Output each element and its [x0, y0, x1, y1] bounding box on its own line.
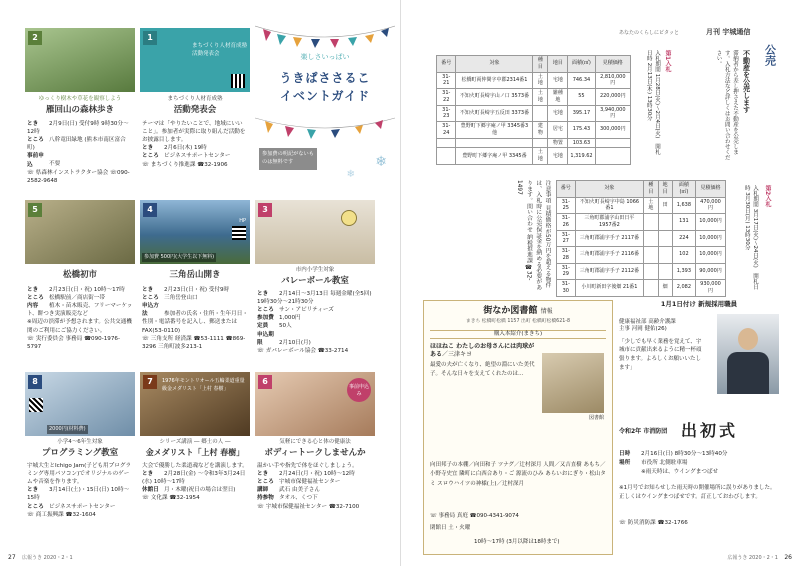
- info-row: 定員 50人: [257, 323, 292, 330]
- card-contact: ☏ 商工振興課 ☎32-1604: [27, 511, 96, 518]
- card-contact: ☏ ガバレーボール協会 ☎33-2714: [257, 347, 349, 354]
- event-card-town: [140, 28, 250, 193]
- table-row: 31-24 豊野町下郷字庵ノ甲 3345番3他 建物 居宅 175.43 300,000円: [437, 122, 631, 139]
- qr-code-icon: [231, 74, 245, 88]
- card-subtitle: 市内小学生対象: [295, 267, 335, 273]
- card-title: 金メダリスト「上村 春樹」: [145, 448, 245, 457]
- photo-caption: まちづくり人材育成塾活動発表会: [192, 43, 247, 58]
- table-row: 31-21 松橋町両仲間字中郡2314番1 土地 宅地 746.34 2,810,000円: [437, 72, 631, 89]
- event-guide-header: [255, 18, 395, 198]
- card-body: 大会で優勝した柔道魂などを講演します。: [142, 463, 248, 469]
- library-address: まきち 松橋町松橋 1157 出町 松橋町松橋621-8: [465, 319, 571, 325]
- library-section-label: 購入本紹介(まきち): [430, 330, 606, 339]
- bunting-flags-lower-icon: [255, 113, 395, 143]
- card-title: 雁回山の森林歩き: [45, 105, 114, 115]
- info-row: 場所 市役所 北側駐車場: [619, 459, 688, 466]
- info-row: 参加費 1,000円: [257, 315, 301, 322]
- info-row: 申込方法 参加者の氏名・住所・生年月日・性別・電話番号を記入し、郵送またはFAX(53-0110): [142, 303, 248, 334]
- fee-badge: 参加費 500円(大学生以下無料): [144, 254, 215, 261]
- info-row: とき 2月28日(金) ～令和3年3月24日(水) 10時～17時: [142, 471, 246, 486]
- card-title: ボディートークしませんか: [264, 448, 366, 458]
- fee-badge: 2000円(材料費): [49, 426, 86, 433]
- info-row: ※雨天時は、ウイングまつばせ: [641, 468, 719, 475]
- table-row: 31-23 不知火町長崎字五反田 3373番 宅地 395.17 3,940,000円: [437, 105, 631, 122]
- info-row: ところ 松橋駅前／商店街一帯: [27, 295, 105, 302]
- info-row: 日時 2月16日(日) 8時30分～13時40分: [619, 451, 728, 457]
- card-contact: ☏ 実行委員会 事務局 ☎090-1976-5797: [27, 335, 120, 350]
- card-number: 6: [258, 375, 272, 389]
- ceremony-note: ※1月号でお知らせした雨天時の開催場所に誤りがありました。正しくはウイングまつばせです。訂正しておわびします。: [619, 485, 776, 500]
- hp-label: HP: [239, 218, 246, 224]
- property-table-1: [436, 55, 631, 165]
- photo-town: [140, 28, 250, 92]
- koubai-notes: 注意事項 見積価格が50万円を超える物件は、入札時に公売保証金を納める必要があります。問い合わせ 納税推進課 ☎32-1497: [516, 180, 550, 291]
- card-number: 3: [258, 203, 272, 217]
- card-subtitle: シリーズ講演 ― 郷土の人 ―: [159, 439, 231, 445]
- book-photo-caption: 図書館: [588, 415, 604, 421]
- ceremony-rows: [619, 450, 727, 477]
- card-title: 三角岳山開き: [169, 270, 221, 280]
- guide-title-2: イベントガイド: [279, 89, 371, 103]
- book-list: 向田邦子の本棚／向田和子 ツナグ／辻村深月 人間／又吉直樹 あもち／小野寺史宜 隣町に白西合あり・ご 源流のひみ あらいおにぎり・松山タミ スロウハイツの神様(上)／辻村深月: [430, 462, 606, 487]
- card-contact: ☏ 文化課 ☎32-1954: [142, 495, 200, 502]
- card-subtitle: ゆっくり樹木や草花を観察しよう: [38, 96, 122, 102]
- card-number: 7: [143, 375, 157, 389]
- card-body: ※周辺の渋滞が予想されます。公共交通機関のご利用にご協力ください。: [27, 319, 132, 334]
- table-row: 31-28 三角町郡浦字手子 2116番 102 10,000円: [557, 247, 726, 264]
- info-row: とき 2月14日～3月13日 毎週金曜(全5回) 19時30分～21時30分: [257, 291, 372, 306]
- info-row: 申込期限 2月10日(月): [257, 331, 311, 346]
- info-row: とき 2月9日(日) 受付9時 9時30分～12時: [27, 121, 129, 136]
- info-row: 休館日 月・木曜(祝日の場合は翌日): [142, 487, 236, 494]
- library-section: [423, 300, 613, 555]
- info-row: とき 2月23日(日・祝) 受付9時: [142, 287, 230, 293]
- info-row: 持参物 タオル、くつ下: [257, 495, 318, 502]
- table-row: 31-30 小川町新田字後畑 21番1 畑 2,082 930,000円: [557, 280, 726, 297]
- photo-market: [25, 200, 135, 264]
- event-card-lecture: [140, 372, 250, 547]
- koubai-intro: 滞納者から差し押さえた不動産を公売します。入札方法など詳しくはお問い合わせください。: [715, 50, 738, 160]
- event-card-hatsuichi: [25, 200, 135, 365]
- card-body: テーマは「やりたいことで、地域にいいこと」。参加者が実際に取り組んだ活動をお披露目します。: [142, 121, 246, 144]
- round2-rows: 入札期間 3月17日(火)～24日(火) 開札日時 3月30日(月) 13時30分: [743, 185, 758, 290]
- info-row: とき 2月6日(木) 19時: [142, 145, 207, 152]
- card-info: [257, 462, 373, 511]
- info-row: ところ 三角岳登山口: [142, 295, 198, 302]
- table-header-row: 番号 対象 種目 地目 面積(㎡) 見積価格: [557, 181, 726, 198]
- library-title: 街なか図書館 情報: [483, 306, 553, 316]
- koubai-heading: 公売: [763, 44, 777, 66]
- info-row: とき 2月23日(日・祝) 10時～17時: [27, 287, 125, 293]
- ceremony-contact: ☏ 防災消防課 ☎32-1766: [619, 520, 688, 526]
- info-row: ところ ビジネスサポートセンター: [142, 153, 231, 160]
- staff-dept: 健康福祉部 高齢介護課: [619, 318, 676, 325]
- property-table-2: [556, 180, 726, 297]
- guide-tagline: 楽しさいっぱい: [300, 53, 350, 61]
- card-subtitle: まちづくり人材育成塾: [167, 96, 223, 102]
- photo-programming: [25, 372, 135, 436]
- person-avatar-icon: [738, 328, 758, 350]
- page-number: 27: [8, 553, 16, 561]
- card-subtitle: 小学4～6年生対象: [57, 439, 103, 445]
- card-number: 1: [143, 31, 157, 45]
- card-number: 5: [28, 203, 42, 217]
- info-row: 内容 植木・苗木販売、フリーマーケット、餅つき実演販売など: [27, 303, 133, 318]
- card-contact: ☏ 宇城市保健福祉センター ☎32-7100: [257, 503, 360, 510]
- event-card-forest: [25, 28, 135, 193]
- ceremony-title: 出初式: [681, 421, 739, 440]
- table-row: 31-22 不知火町長崎字山ノ口 3573番 土地 雑種地 55 220,000円: [437, 89, 631, 106]
- library-contact: ☏ 事務局 真庭 ☎090-4341-9074: [430, 513, 519, 519]
- suit-shape: [727, 352, 769, 394]
- card-info: [142, 286, 248, 351]
- photo-mountain: [140, 200, 250, 264]
- table-row: 31-26 三角町郡浦字山田日平 1957番2 131 10,000円: [557, 214, 726, 231]
- header-title: 月刊 宇城通信: [706, 28, 751, 36]
- volleyball-icon: [341, 210, 357, 226]
- table-row: 31-29 三角町郡浦字手子 2112番 1,393 90,000円: [557, 263, 726, 280]
- info-row: ところ ビジネスサポートセンター: [27, 503, 116, 510]
- card-info: [142, 120, 248, 169]
- round1-rows: 入札期間 1月28日(火)～2月4日(火) 開札日時 2月13日(木) 13時30分: [645, 50, 660, 155]
- guide-title: うきぱささるこ: [279, 71, 371, 85]
- property-table: [556, 180, 726, 297]
- book-review: 最愛の夫が亡くなり、絶望の淵にいた美代子。そんな日々を支えてくれたのは…: [430, 362, 535, 378]
- book-title: ほほねこ わたしのお母さんには肉球がある／三津キヨ: [430, 343, 535, 359]
- snowflake-icon: ❄: [375, 154, 387, 170]
- info-row: とき 3月14日(土)・15日(日) 10時～15時: [27, 487, 130, 502]
- staff-name: 主事 河岡 健佑(26): [619, 326, 667, 333]
- photo-volleyball: [255, 200, 375, 264]
- card-contact: ☏ まちづくり推進課 ☎32-1906: [142, 161, 228, 168]
- bunting-flags-icon: [255, 18, 395, 48]
- qr-code-icon: [29, 398, 43, 412]
- card-number: 2: [28, 31, 42, 45]
- round1-label: 第1入札: [664, 50, 671, 73]
- book-cover-image: [542, 353, 604, 413]
- card-info: [27, 462, 133, 519]
- magazine-name: 広報うき 2020・2・1: [727, 555, 778, 562]
- card-title: プログラミング教室: [41, 448, 119, 458]
- card-info: [257, 290, 373, 355]
- round2-label: 第2入札: [764, 185, 771, 208]
- photo-caption: 1976年モントリオール五輪柔道重量級金メダリスト「上村 春樹」: [162, 378, 245, 392]
- table-row: 31-27 三角町郡浦字手子 2117番 224 10,000円: [557, 230, 726, 247]
- property-table: [436, 55, 631, 165]
- card-contact: ☏ 三角支所 経済課 ☎53-1111 ☎869-3296 三角町波多213-1: [142, 335, 246, 350]
- photo-judo: [140, 372, 250, 436]
- page-number: 26: [784, 553, 792, 561]
- library-hours: 10時～17時 (3月以降は18時まで): [474, 539, 560, 545]
- event-card-misumi: [140, 200, 250, 365]
- table-header-row: 番号 対象 種目 地目 面積(㎡) 見積価格: [437, 56, 631, 73]
- photo-bodytalk: [255, 372, 375, 436]
- qr-code-icon: [232, 226, 246, 240]
- card-title: 松橋初市: [62, 270, 97, 280]
- table-row: 物置 103.63: [437, 138, 631, 148]
- card-number: 4: [143, 203, 157, 217]
- info-row: ところ 宇城市保健福祉センター: [257, 479, 341, 486]
- koubai-subheading: 不動産を公売します: [742, 50, 751, 113]
- card-body: 温かい手や指先で体をほぐしましょう。: [257, 463, 358, 469]
- snowflake-icon: ❄: [346, 169, 355, 180]
- info-row: ところ サン・アビリティーズ: [257, 307, 334, 314]
- info-row: とき 2月24日(月・祝) 10時～12時: [257, 471, 355, 478]
- card-subtitle: 気軽にできる心と体の健康法: [279, 439, 351, 445]
- staff-quote: 「少しでも早く業務を覚えて、宇城市に貢献出来るように精一杯頑張ります。よろしくお願いいたします」: [619, 338, 702, 371]
- table-row: 豊野町下郷字庵ノ甲 3345番 土地 宅地 1,319.62: [437, 148, 631, 165]
- reservation-badge: 事前申込み: [347, 378, 371, 402]
- card-number: 8: [28, 375, 42, 389]
- header-tagline: あなたのくらしにピタッと: [619, 30, 680, 36]
- card-info: [142, 462, 248, 503]
- info-row: 講師 武石 由美子さん: [257, 487, 320, 494]
- ceremony-section: [619, 420, 779, 555]
- card-info: [27, 120, 133, 185]
- card-title: バレーボール教室: [281, 276, 349, 286]
- card-contact: ☏ 県森林インストラクター協会 ☏090-2582-9648: [27, 169, 130, 184]
- library-closed: 閉館日 土・火曜: [430, 525, 471, 531]
- info-row: 事前申込 不要: [27, 153, 61, 168]
- ceremony-sub: 令和2年 市消防団: [619, 428, 668, 435]
- staff-photo: [717, 314, 779, 394]
- event-card-bodytalk: [255, 372, 375, 547]
- right-page: [400, 0, 800, 566]
- photo-forest-walk: [25, 28, 135, 92]
- info-row: ところ 八幹竜田緑地 (熊本市南区富合町): [27, 137, 126, 152]
- free-note-badge: 参加費の明記がないものは無料です: [259, 148, 317, 170]
- event-card-volleyball: [255, 200, 375, 365]
- card-body: 宇城大生とIchigo Jam(子ども用プログラミング専用パソコン)でオリジナルのゲームや音楽を作ります。: [27, 463, 132, 486]
- card-title: 活動発表会: [173, 105, 217, 115]
- event-card-programming: [25, 372, 135, 547]
- magazine-name: 広報うき 2020・2・1: [22, 555, 73, 562]
- new-staff-section: [619, 300, 779, 415]
- card-info: [27, 286, 133, 351]
- table-row: 31-25 不知火町長崎字中島 1066番1 土地 田 1,638 470,000円: [557, 197, 726, 214]
- staff-heading: 1月1日付け 新規採用職員: [660, 300, 738, 308]
